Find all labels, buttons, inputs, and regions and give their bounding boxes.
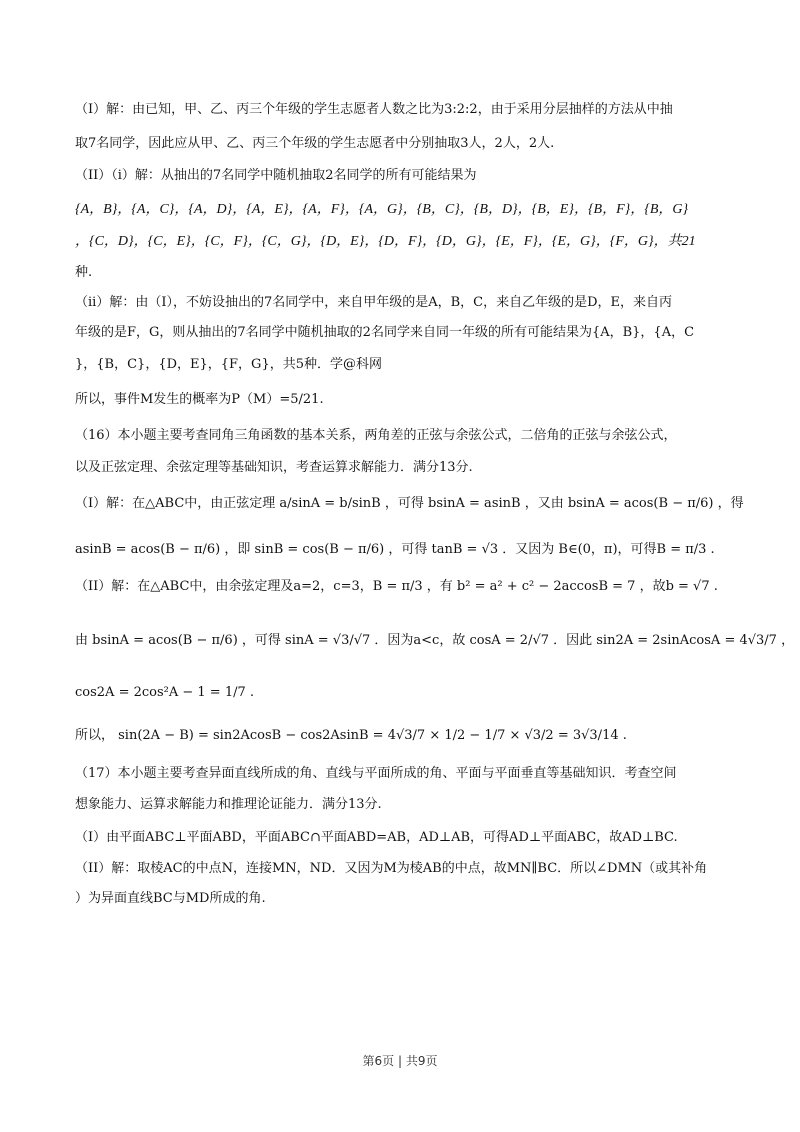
- text-line: （I）解：在△ABC中，由正弦定理 a/sinA = b/sinB ，可得 bsinA = asinB ，又由 bsinA = acos(B − π/6) ，得: [75, 496, 744, 511]
- text-line: ）为异面直线BC与MD所成的角.: [75, 891, 266, 906]
- text-line: （16）本小题主要考查同角三角函数的基本关系，两角差的正弦与余弦公式，二倍角的正弦与余弦公式，: [75, 428, 677, 443]
- text-line: 由 bsinA = acos(B − π/6) ，可得 sinA = √3/√7 ．因为a<c，故 cosA = 2/√7 ．因此 sin2A = 2sinAcosA = 4√3/7 ，: [75, 633, 795, 648]
- text-line: cos2A = 2cos²A − 1 = 1/7 .: [75, 685, 255, 700]
- text-line: ，{C，D}，{C，E}，{C，F}，{C，G}，{D，E}，{D，F}，{D，G}，{E，F}，{E，G}，{F，G}，共21: [75, 234, 696, 249]
- text-line: （II）解：取棱AC的中点N，连接MN，ND．又因为M为棱AB的中点，故MN∥BC．所以∠DMN（或其补角: [75, 861, 708, 876]
- text-line: {A，B}，{A，C}，{A，D}，{A，E}，{A，F}，{A，G}，{B，C}，{B，D}，{B，E}，{B，F}，{B，G}: [75, 202, 689, 217]
- text-line: 以及正弦定理、余弦定理等基础知识，考查运算求解能力．满分13分.: [75, 460, 473, 475]
- text-line: （ii）解：由（I），不妨设抽出的7名同学中，来自甲年级的是A，B，C，来自乙年级的是D，E，来自丙: [75, 295, 673, 310]
- text-line: 想象能力、运算求解能力和推理论证能力．满分13分.: [75, 797, 382, 812]
- text-line: 种.: [75, 265, 93, 280]
- text-line: （II）（i）解：从抽出的7名同学中随机抽取2名同学的所有可能结果为: [75, 168, 477, 183]
- text-line: （I）解：由已知，甲、乙、丙三个年级的学生志愿者人数之比为3:2:2，由于采用分层抽样的方法从中抽: [75, 102, 673, 117]
- text-line: 所以， sin(2A − B) = sin2AcosB − cos2AsinB = 4√3/7 × 1/2 − 1/7 × √3/2 = 3√3/14 .: [75, 728, 627, 743]
- text-line: 年级的是F，G，则从抽出的7名同学中随机抽取的2名同学来自同一年级的所有可能结果为{A，B}，{A，C: [75, 325, 695, 340]
- text-line: asinB = acos(B − π/6) ，即 sinB = cos(B − π/6) ，可得 tanB = √3 ．又因为 B∈(0，π)，可得B = π/3 .: [75, 542, 715, 557]
- text-line: 所以，事件M发生的概率为P（M）=5/21.: [75, 392, 324, 407]
- text-line: （II）解：在△ABC中，由余弦定理及a=2，c=3，B = π/3 ，有 b² = a² + c² − 2accosB = 7 ，故b = √7 .: [75, 579, 718, 594]
- text-line: }，{B，C}，{D，E}，{F，G}，共5种．学@科网: [75, 357, 382, 372]
- text-line: 取7名同学，因此应从甲、乙、丙三个年级的学生志愿者中分别抽取3人，2人，2人.: [75, 136, 555, 151]
- page-footer: 第6页 | 共9页: [362, 1054, 438, 1068]
- text-line: （I）由平面ABC⊥平面ABD，平面ABC∩平面ABD=AB，AD⊥AB，可得AD⊥平面ABC，故AD⊥BC.: [75, 830, 678, 845]
- text-line: （17）本小题主要考查异面直线所成的角、直线与平面所成的角、平面与平面垂直等基础知识．考查空间: [75, 766, 677, 781]
